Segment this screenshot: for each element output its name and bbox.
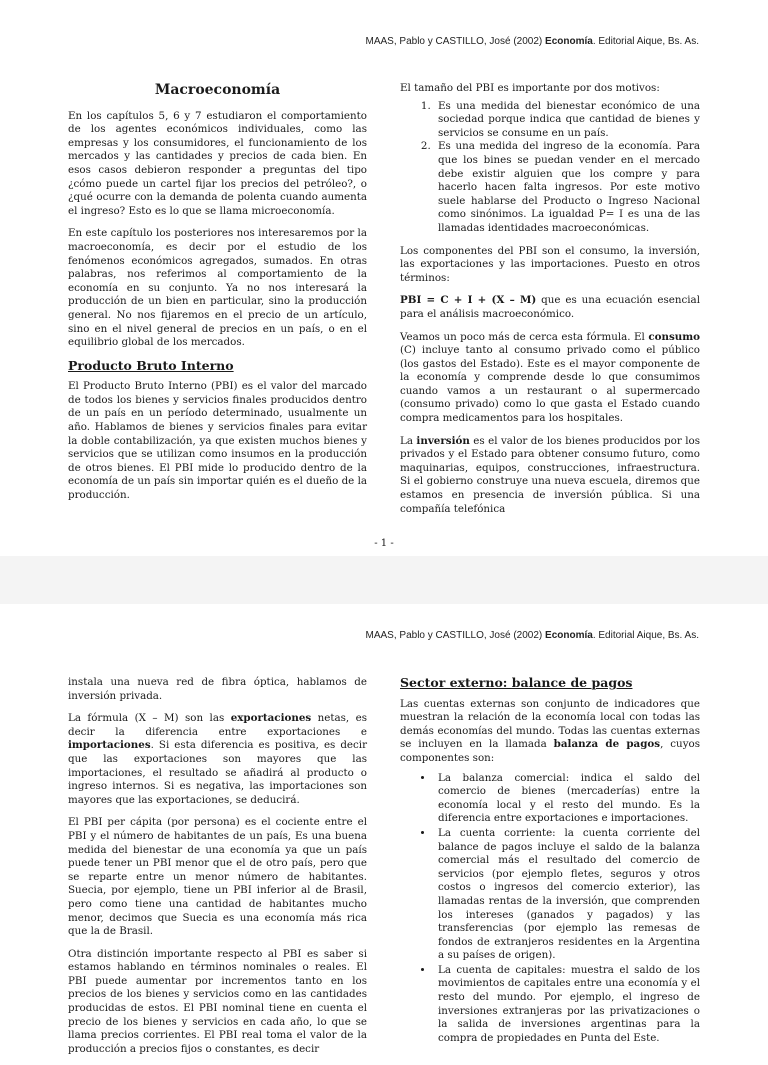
page-title: Macroeconomía [154,82,281,98]
page1-left-column [68,84,367,512]
formula-paragraph [400,294,700,321]
text: La [400,434,417,447]
page-header [366,630,700,641]
paragraph: En los capítulos 5, 6 y 7 estudiaron el comportamiento de los agentes económicos individuales, como las empresas y los consumidores, el funcionamiento de los mercados y las cantidades y precios de cada bien. En esos casos debieron responder a preguntas del tipo ¿cómo puede un cartel fijar los precios del petróleo?, o ¿qué ocurre con la demanda de polenta cuando aumenta el ingreso? Esto es lo que se llama microeconomía. [68,109,367,217]
paragraph [400,331,700,426]
text: netas, es decir la diferencia entre exportaciones e [68,712,367,738]
list-item: 2. Es una medida del ingreso de la economía. Para que los bines se puedan vender en el mercado debe existir alguien que los compre y para hacerlo hacen falta ingresos. Por este motivo suele hablarse del Producto o Ingreso Nacional como sinónimos. La igualdad P= I es una de las llamadas identidades macroeconómicas. [434,140,700,235]
text: (C) incluye tanto al consumo privado como el público (los gastos del Estado). Este es el mayor componente de la economía y comprende desde lo que consumimos cuando vamos a un restaurant o al supermercado (consumo privado) como lo que gasta el Estado cuando compra medicamentos para los hospitales. [400,344,700,425]
bullet-list [400,772,700,1046]
text: Veamos un poco más de cerca esta fórmula. El [400,330,649,343]
page2-left-column [68,676,367,1065]
header-book: Economía [545,36,593,47]
text: La fórmula (X – M) son las [68,712,231,725]
text: Las cuentas externas son conjunto de indicadores que muestran la relación de la economía local con todas las demás economías del mundo. Todas las cuentas externas se incluyen en la llamada [400,697,700,751]
page-gap [0,556,768,604]
paragraph: El tamaño del PBI es importante por dos motivos: [400,82,660,94]
list-item: 1. Es una medida del bienestar económico de una sociedad porque indica que cantidad de bienes y servicios se consume en un país. [434,100,700,141]
term: balanza de pagos [553,738,661,751]
text: es el valor de los bienes producidos por los privados y el Estado para obtener consumo futuro, como maquinarias, equipos, construcciones, infraestructura. Si el gobierno construye una nueva escuela, diremos que estamos en presencia de inversión pública. Si una compañía telefónica [400,434,700,515]
header-authors: MAAS, Pablo y CASTILLO, José (2002) [365,630,543,641]
paragraph [400,435,700,517]
term: exportaciones [230,712,312,725]
page-header [366,36,700,47]
section-heading-pbi: Producto Bruto Interno [68,357,234,373]
list-item: • La balanza comercial: indica el saldo del comercio de bienes (mercaderías) entre la economía local y el resto del mundo. Es la diferencia entre exportaciones e importaciones. [434,772,700,826]
paragraph: Los componentes del PBI son el consumo, la inversión, las exportaciones y las importaciones. Puesto en otros términos: [400,244,700,284]
term: inversión [416,434,470,447]
text: , cuyos componentes son: [400,738,700,764]
header-publisher: . Editorial Aique, Bs. As. [592,36,699,47]
formula: PBI = C + I + (X – M) [400,294,537,307]
paragraph [68,712,367,807]
paragraph: En este capítulo los posteriores nos interesaremos por la macroeconomía, es decir por el estudio de los fenómenos económicos agregados, sumados. En otras palabras, nos referimos al comportamiento de la economía en su conjunto. Ya no nos interesará la producción de un bien en particular, sino la producción general. No nos fijaremos en el precio de un artículo, sino en el nivel general de precios en un país, o en el equilibrio global de los mercados. [68,227,367,349]
term: consumo [648,330,700,343]
list-item: • La cuenta corriente: la cuenta corriente del balance de pagos incluye el saldo de la balanza comercial más el resultado del comercio de servicios (por ejemplo fletes, seguros y otros costos o ingresos del comercio exterior), las llamadas rentas de la inversión, que comprenden los intereses (ganados y pagados) y las transferencias (por ejemplo las remesas de fondos de extranjeros residentes en la Argentina a su países de origen). [434,827,700,963]
paragraph: El Producto Bruto Interno (PBI) es el valor del marcado de todos los bienes y servicios finales producidos dentro de un país en un período determinado, usualmente un año. Hablamos de bienes y servicios finales para evitar la doble contabilización, ya que existen muchos bienes y servicios que se utilizan como insumos en la producción de otros bienes. El PBI mide lo producido dentro de la economía de un país sin importar quién es el dueño de la producción. [68,380,367,502]
header-book: Economía [545,630,593,641]
paragraph: instala una nueva red de fibra óptica, hablamos de inversión privada. [68,676,367,702]
page1-right-column [400,82,700,525]
formula-text: que es una ecuación esencial para el análisis macroeconómico. [400,294,700,320]
numbered-list [400,100,700,236]
header-publisher: . Editorial Aique, Bs. As. [592,630,699,641]
section-heading-external: Sector externo: balance de pagos [400,675,633,690]
paragraph [400,698,700,766]
page-number: - 1 - [374,538,394,549]
paragraph: El PBI per cápita (por persona) es el cociente entre el PBI y el número de habitantes de un país, Es una buena medida del bienestar de una economía ya que un país puede tener un PBI menor que el de otro país, pero que se reparte entre un menor número de habitantes. Suecia, por ejemplo, tiene un PBI inferior al de Brasil, pero como tiene una cantidad de habitantes mucho menor, decimos que Suecia es una economía más rica que la de Brasil. [68,816,367,938]
list-item: • La cuenta de capitales: muestra el saldo de los movimientos de capitales entre una economía y el resto del mundo. Por ejemplo, el ingreso de inversiones extranjeras por las privatizaciones o la salida de inversiones argentinas para la compra de propiedades en Punta del Este. [434,964,700,1046]
term: importaciones [68,739,151,752]
header-authors: MAAS, Pablo y CASTILLO, José (2002) [365,36,543,47]
document-page-2 [0,604,768,1055]
text: . Si esta diferencia es positiva, es decir que las exportaciones son mayores que las importaciones, el resultado se añadirá al producto o ingreso internos. Si es negativa, las importaciones son mayores que las exportaciones, se deducirá. [68,739,367,806]
paragraph: Otra distinción importante respecto al PBI es saber si estamos hablando en términos nominales o reales. El PBI puede aumentar por incrementos tanto en los precios de los bienes y servicios como en las cantidades producidas de estos. El PBI nominal tiene en cuenta el precio de los bienes y servicios en cada año, lo que se llama precios corrientes. El PBI real toma el valor de la producción a precios fijos o constantes, es decir [68,947,367,1055]
page2-right-column [400,674,700,1046]
